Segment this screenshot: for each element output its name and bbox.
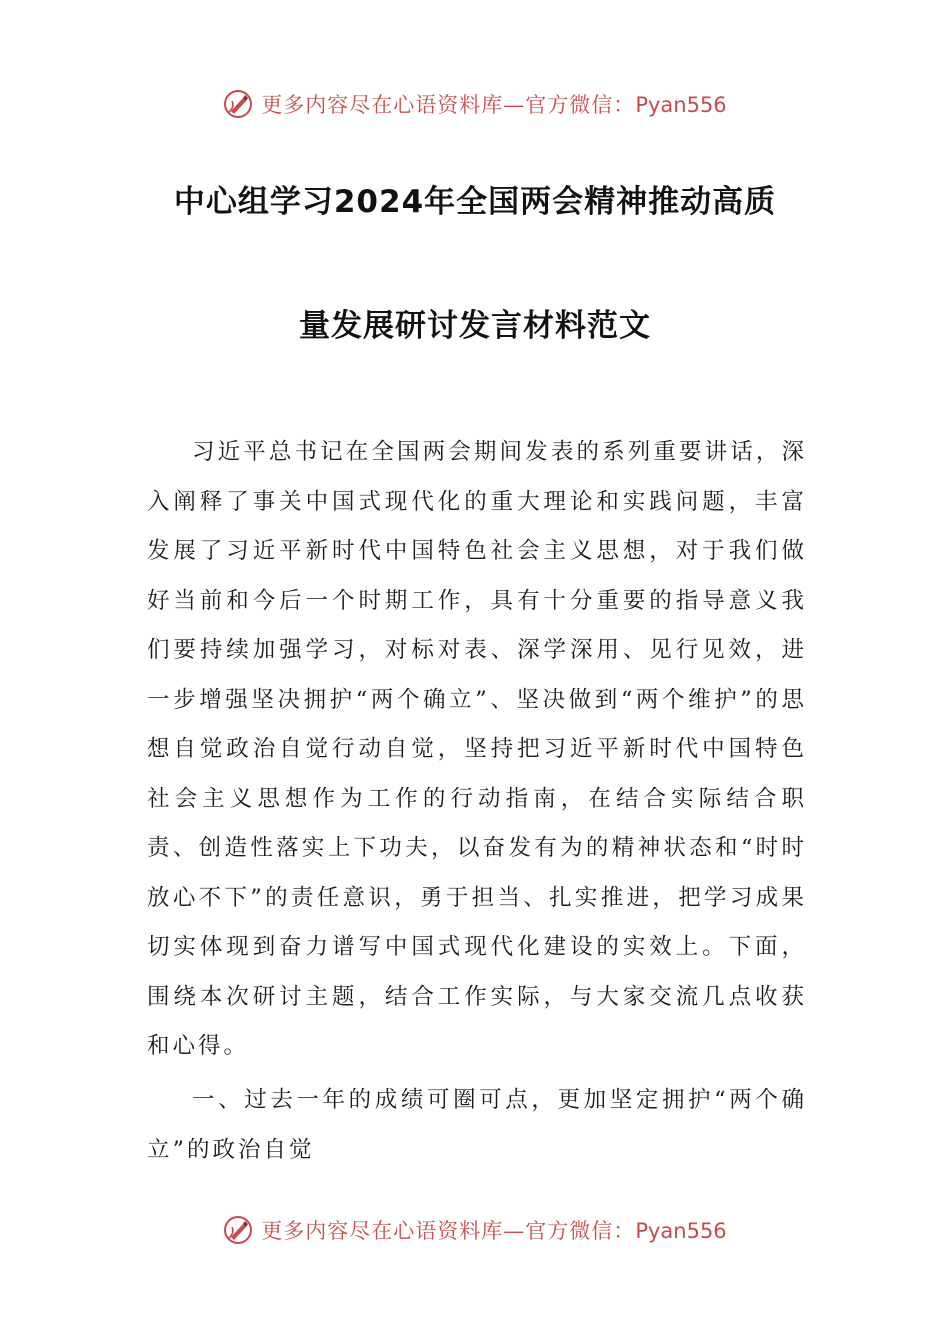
document-title-line-1: 中心组学习2024年全国两会精神推动高质 (173, 184, 777, 220)
watermark-footer (0, 1210, 950, 1250)
paragraph-text: 习近平总书记在全国两会期间发表的系列重要讲话，深入阐释了事关中国式现代化的重大理论和实践问题，丰富发展了习近平新时代中国特色社会主义思想，对于我们做好当前和今后一个时期工作，具有十分重要的指导意义我们要持续加强学习，对标对表、深学深用、见行见效，进一步增强坚决拥护“两个确立”、坚决做到“两个维护”的思想自觉政治自觉行动自觉，坚持把习近平新时代中国特色社会主义思想作为工作的行动指南，在结合实际结合职责、创造性落实上下功夫，以奋发有为的精神状态和“时时放心不下”的责任意识，勇于担当、扎实推进，把学习成果切实体现到奋力谱写中国式现代化建设的实效上。下面，围绕本次研讨主题，结合工作实际，与大家交流几点收获和心得。 (147, 439, 807, 1059)
pen-logo-icon (223, 1215, 253, 1245)
watermark-text: 更多内容尽在心语资料库—官方微信：Pyan556 (261, 1219, 727, 1243)
watermark-wechat-id: Pyan556 (635, 93, 727, 117)
watermark-wechat-id: Pyan556 (635, 1219, 727, 1243)
watermark-header (0, 84, 950, 124)
document-title-line-2: 量发展研讨发言材料范文 (299, 308, 651, 344)
pen-logo-icon (223, 89, 253, 119)
watermark-text: 更多内容尽在心语资料库—官方微信：Pyan556 (261, 93, 727, 117)
body-paragraph-section-heading (147, 1076, 807, 1175)
body-paragraph-intro (147, 428, 807, 1072)
section-heading-text: 一、过去一年的成绩可圈可点，更加坚定拥护“两个确立”的政治自觉 (147, 1087, 807, 1163)
